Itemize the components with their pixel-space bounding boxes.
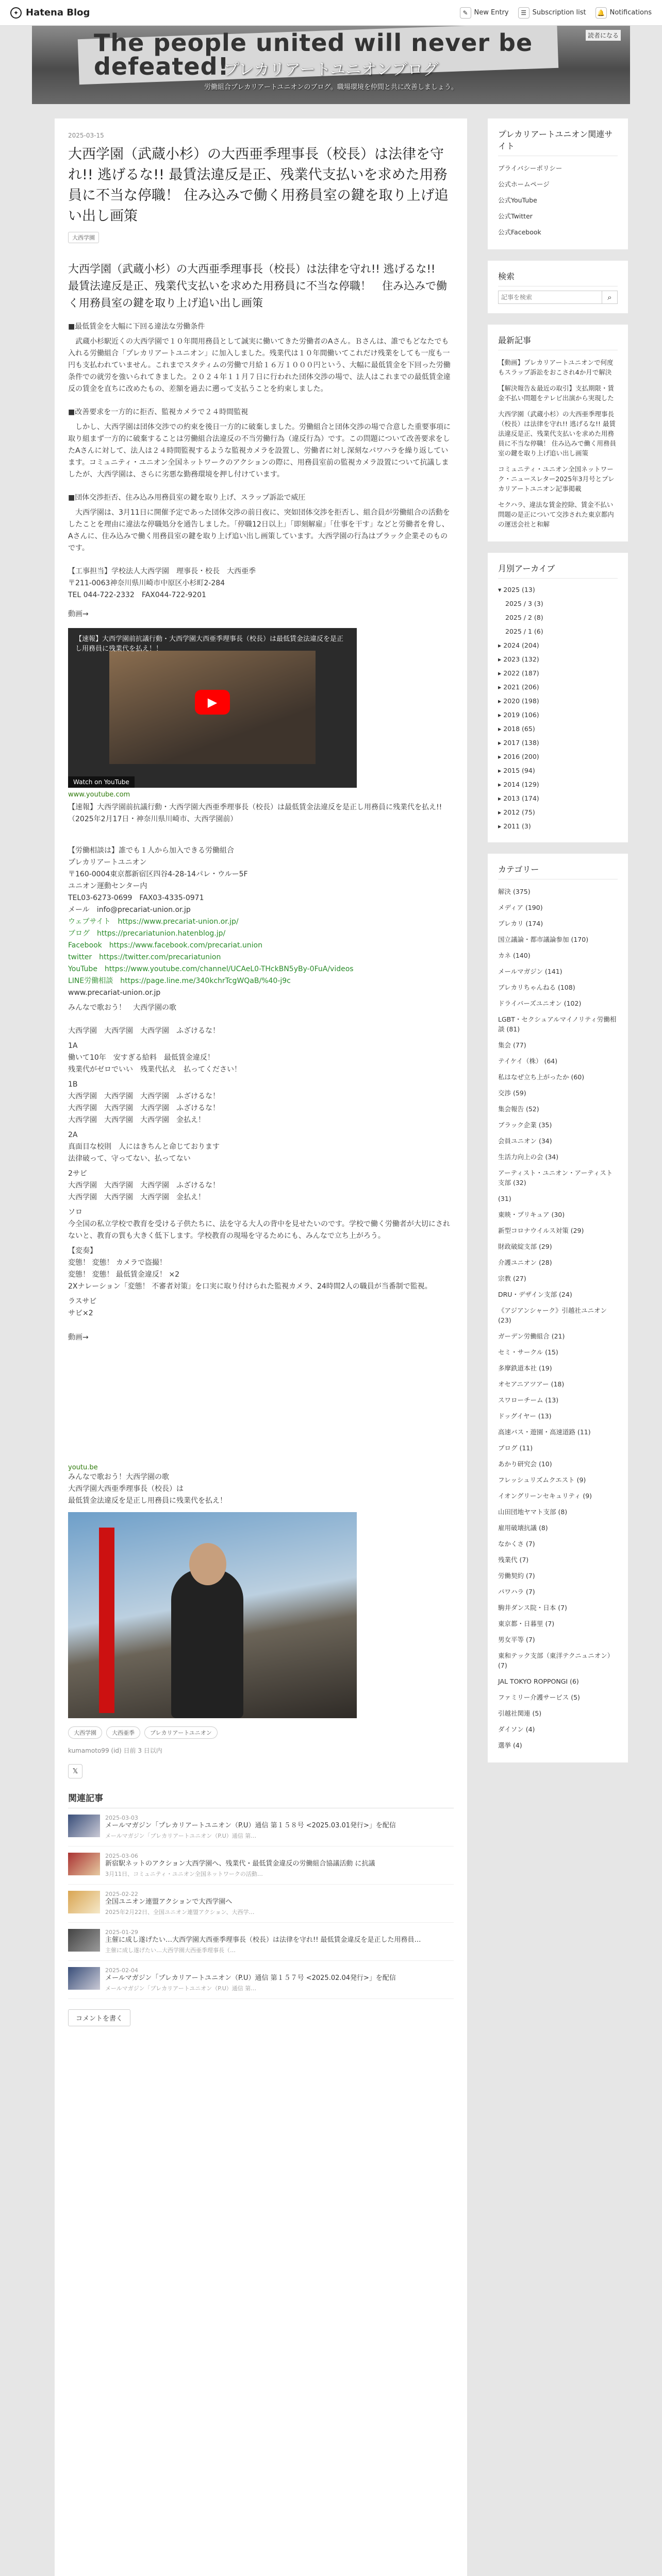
contact-line: TEL03-6273-0699 FAX03-4335-0971 (68, 894, 204, 902)
song-line: 大西学園 大西学園 大西学園 ふざけるな！ (68, 1181, 220, 1190)
song-line: ソロ (68, 1208, 82, 1216)
watch-on-youtube[interactable]: Watch on YouTube (68, 776, 135, 788)
category-link[interactable]: 《アジアンシャーク》引越社ユニオン (23) (498, 1307, 607, 1324)
related-excerpt: 主催に成し遂げたい…大西学園大西亜季理事長（… (105, 1947, 236, 1954)
category-link[interactable]: 宗教 (27) (498, 1275, 526, 1282)
para: TEL 044-722-2332 FAX044-722-9201 (68, 591, 206, 599)
module-title: プレカリアートユニオン関連サイト (498, 128, 618, 156)
related-thumbnail (68, 1967, 100, 1990)
links-module (488, 118, 628, 249)
archive-link[interactable]: ▸ 2014 (129) (498, 781, 539, 788)
contact-line: ユニオン運動センター内 (68, 882, 147, 890)
category-link[interactable]: JAL TOKYO ROPPONGI (6) (498, 1677, 579, 1685)
sidebar-link[interactable]: プライバシーポリシー (498, 164, 562, 172)
para: しかし、大西学園は団体交渉での約束を後日一方的に破棄しました。労働組合と団体交渉の場で合意した重要事項に取り組まず一方的に破棄することは労働組合法違反の不当労働行為（違反行為）です。この問題について改善要求をしたAさんに対して、法人は２４時間監視するような監視カメラを設置し、労働者に対し深刻なパワハラを繰り返しています。コミュニティ・ユニオン全国ネットワークのアクションの際に、用務員室前の監視カメラ設置について抗議しましたが、大西学園は、さらに劣悪な勤務環境を押し付けています。 (68, 423, 451, 479)
contact-line[interactable]: twitter https://twitter.com/precariatunion (68, 953, 221, 961)
related-thumbnail (68, 1815, 100, 1837)
archive-link[interactable]: ▾ 2025 (13) (498, 586, 535, 594)
para: 武蔵小杉駅近くの大西学園で１０年間用務員として誠実に働いてきた労働者のAさん。Ｂさんは、誰でもどなたでも入れる労働組合「プレカリアートユニオン」に加入しました。残業代は１０年間働いてこれだけ残業をしても一度も一円も支払われていません。これまでスタティムの労働で月給１６万１０００円という、大幅に最低賃金を下回った労働条件での就労を強いられてきました。２０２４年１１月７日に行われた団体交渉の場で、法人はこれまでの最低賃金違反の賃金を直ちに改めたもの、差額を過去に遡って支払うことを約束しました。 (68, 337, 451, 393)
contact-line[interactable]: ウェブサイト https://www.precariat-union.or.jp/ (68, 918, 239, 926)
contact-line: www.precariat-union.or.jp (68, 989, 161, 997)
song-line: 残業代がゼロでいい 残業代払え 払ってください！ (68, 1065, 241, 1074)
song-line: 【変奏】 (68, 1247, 97, 1255)
category-link[interactable]: 新型コロナウイルス対策 (29) (498, 1227, 584, 1234)
para: ■団体交渉拒否、住み込み用務員室の鍵を取り上げ、スラップ訴訟で威圧 (68, 494, 306, 502)
sidebar (488, 118, 628, 1774)
category-link[interactable]: イオングリーンセキュリティ (9) (498, 1492, 592, 1500)
archive-module (488, 553, 628, 842)
archive-link[interactable]: ▸ 2020 (198) (498, 697, 539, 705)
protest-photo (68, 1512, 357, 1718)
short-line: みんなで歌おう！大西学園の歌 (68, 1473, 169, 1481)
related-excerpt: メールマガジン「プレカリアートユニオン（P.U）通信 第… (105, 1833, 257, 1839)
contact-line[interactable]: メール info@precariat-union.or.jp (68, 906, 191, 914)
contact-line: みんなで歌おう！ 大西学園の歌 (68, 1004, 176, 1012)
contact-line[interactable]: Facebook https://www.facebook.com/precariat.union (68, 941, 262, 950)
sidebar-link[interactable]: 公式Facebook (498, 228, 541, 236)
category-link[interactable]: ドッグイヤー (13) (498, 1412, 552, 1420)
category-link[interactable]: あかり研究会 (10) (498, 1460, 552, 1468)
contact-line[interactable]: LINE労働相談 https://page.line.me/340kchrTcgWQaB/%40-j9c (68, 977, 291, 985)
video-caption: 【速報】大西学園前抗議行動・大西学園大西亜季理事長（校長）は最低賃金法違反を是正し用務員に残業代を払え!! （2025年2月17日・神奈川県川崎市、大西学園前） (68, 803, 442, 823)
category-module (488, 854, 628, 1762)
category-link[interactable]: カネ (140) (498, 952, 531, 959)
tag-item[interactable]: プレカリアートユニオン (144, 1726, 218, 1739)
recent-link[interactable]: 大西学園（武蔵小杉）の大西亜季理事長（校長）は法律を守れ!! 逃げるな!! 最賃法違反是正、残業代支払いを求めた用務員に不当な停職！ 住み込みで働く用務員室の鍵を取り上げ追い出し画策 (498, 410, 616, 457)
youtube-link[interactable]: www.youtube.com (68, 791, 130, 799)
song-line: 2Xナレーション「変態！ 不審者対策」を口実に取り付けられた監視カメラ、24時間2人の職員が当番制で監視。 (68, 1282, 432, 1291)
archive-link[interactable]: ▸ 2015 (94) (498, 767, 535, 774)
archive-link[interactable]: ▸ 2012 (75) (498, 808, 535, 816)
archive-link[interactable]: ▸ 2016 (200) (498, 753, 539, 760)
category-link[interactable]: ブラック企業 (35) (498, 1121, 552, 1129)
search-module (488, 261, 628, 313)
song-line: 変態！ 変態！ カメラで盗撮！ (68, 1259, 167, 1267)
related-item[interactable] (68, 1923, 454, 1961)
song-line: 大西学園 大西学園 大西学園 ふざけるな！ (68, 1092, 220, 1100)
archive-link[interactable]: ▸ 2011 (3) (498, 822, 531, 830)
blog-description: 労働組合プレカリアートユニオンのブログ。職場環境を仲間と共に改善しましょう。 (204, 83, 458, 91)
related-item[interactable] (68, 1885, 454, 1923)
red-flag (99, 1528, 114, 1713)
contact-line: プレカリアートユニオン (68, 858, 147, 867)
article-date[interactable]: 2025-03-15 (68, 132, 104, 139)
related-date: 2025-02-22 (105, 1891, 138, 1897)
category-link[interactable]: オセアニアツアー (18) (498, 1380, 565, 1388)
short-line: 大西学園大西亜季理事長（校長）は (68, 1485, 184, 1493)
pencil-icon: ✎ (460, 7, 471, 19)
tag-item[interactable]: 大西亜季 (106, 1726, 140, 1739)
category-link[interactable]: スワローチーム (13) (498, 1396, 559, 1404)
category-link[interactable]: セミ・サークル (15) (498, 1348, 558, 1356)
category-link[interactable]: 労働契約 (7) (498, 1572, 535, 1580)
category-link[interactable]: DRU・デザイン支部 (24) (498, 1291, 572, 1298)
category-link[interactable]: 国立議論・都市議論参加 (170) (498, 936, 589, 943)
article-title[interactable]: 大西学園（武蔵小杉）の大西亜季理事長（校長）は法律を守れ!! 逃げるな!! 最賃法違反是正、残業代支払いを求めた用務員に不当な停職！ 住み込みで働く用務員室の鍵を取り上げ追い出し画策 (68, 146, 449, 224)
contact-line[interactable]: ブログ https://precariatunion.hatenblog.jp/ (68, 929, 226, 938)
category-link[interactable]: 交渉 (59) (498, 1089, 526, 1097)
sidebar-link[interactable]: 公式YouTube (498, 196, 537, 204)
notifications-button[interactable]: 🔔 Notifications (595, 7, 652, 19)
category-link[interactable]: 東和テック支部（東洋テクニュニオン） (7) (498, 1652, 614, 1669)
category-link[interactable]: アーティスト・ユニオン・アーティスト支部 (32) (498, 1169, 613, 1187)
song-line: 1B (68, 1080, 78, 1089)
recent-link[interactable]: セクハラ、違法な賃金控除、賃金不払い問題の是正について交渉された東京都内の運送会社と和解 (498, 501, 614, 528)
play-icon[interactable]: ▶ (195, 690, 230, 715)
module-title: 検索 (498, 270, 618, 286)
category-link[interactable]: ブレカリちゃんねる (108) (498, 984, 575, 991)
archive-link[interactable]: ▸ 2017 (138) (498, 739, 539, 747)
category-link[interactable]: 財政破綻支部 (29) (498, 1243, 552, 1250)
contact-line[interactable]: YouTube https://www.youtube.com/channel/UCAeL0-THckBN5yBy-0FuA/videos (68, 965, 354, 973)
song-line: 法律破って、守ってない、払ってない (68, 1155, 191, 1163)
archive-link[interactable]: ▸ 2022 (187) (498, 669, 539, 677)
related-item[interactable] (68, 1808, 454, 1846)
article-lead: 大西学園（武蔵小杉）の大西亜季理事長（校長）は法律を守れ!! 逃げるな!! 最賃法違反是正、残業代支払いを求めた用務員に不当な停職！ 住み込みで働く用務員室の鍵を取り上げ追い出し画策 (68, 263, 447, 309)
related-articles (68, 1791, 454, 1999)
category-link[interactable]: 集会 (77) (498, 1041, 526, 1049)
x-share-icon[interactable]: 𝕏 (68, 1764, 82, 1778)
new-entry-button[interactable]: ✎ New Entry (460, 7, 509, 19)
category-link[interactable]: プレカリ (174) (498, 920, 543, 927)
related-date: 2025-03-03 (105, 1815, 138, 1821)
related-date: 2025-02-04 (105, 1967, 138, 1974)
para: ■最低賃金を大幅に下回る違法な労働条件 (68, 323, 205, 331)
category-link[interactable]: LGBT・セクシュアルマイノリティ労働相談 (81) (498, 1015, 617, 1033)
category-link[interactable]: ダイソン (4) (498, 1725, 535, 1733)
module-title: 月別アーカイブ (498, 562, 618, 579)
song-line: 今全国の私立学校で教育を受ける子供たちに、法を守る大人の背中を見せたいのです。学校で働く労働者が大切にされないと、教育の質も大きく低下します。学校教育の現場を守るためにも、みんなで立ち上がろう。 (68, 1220, 450, 1240)
related-excerpt: 3月11日、コミュニティ・ユニオン全国ネットワークの活動… (105, 1871, 263, 1877)
search-form (498, 291, 618, 304)
bell-icon: 🔔 (595, 7, 607, 19)
video-link[interactable]: 動画→ (68, 610, 89, 618)
song-line: 2A (68, 1131, 78, 1139)
song-line: ラスサビ (68, 1297, 97, 1306)
related-link[interactable]: メールマガジン「プレカリアートユニオン（P.U）通信 第１５８号 <2025.03.01発行>」を配信 (105, 1822, 396, 1829)
related-thumbnail (68, 1853, 100, 1875)
module-title: カテゴリー (498, 863, 618, 879)
short-youtube-link[interactable]: youtu.be (68, 1464, 98, 1471)
category-link[interactable]: 多摩鉄道本社 (19) (498, 1364, 552, 1372)
hatena-logo[interactable] (10, 7, 90, 19)
recent-link[interactable]: 【動画】プレカリアートユニオンで何度もスラップ訴訟をおこされ4か月で解決 (498, 359, 614, 376)
category-link[interactable]: 選挙 (4) (498, 1741, 522, 1749)
recent-link[interactable]: 【解決報告＆最近の取引】支払期限・賃金不払い問題をテレビ出演から実現した (498, 384, 615, 402)
category-link[interactable]: フレッシュリズムクエスト (9) (498, 1476, 586, 1484)
archive-link[interactable]: ▸ 2021 (206) (498, 683, 539, 691)
para: ■改善要求を一方的に拒否、監視カメラで２４時間監視 (68, 408, 249, 416)
related-excerpt: 2025年2月22日、全国ユニオン連盟アクション、大西学… (105, 1909, 255, 1916)
category-link[interactable]: 雇用破壊抗議 (8) (498, 1524, 548, 1532)
archive-link[interactable]: ▸ 2023 (132) (498, 655, 539, 663)
category-link[interactable]: テイケイ（株） (64) (498, 1057, 558, 1065)
speaker-figure (171, 1569, 243, 1718)
category-link[interactable]: 山田団地ヤマト支部 (8) (498, 1508, 568, 1516)
subscription-list-button[interactable]: ☰ Subscription list (518, 7, 586, 19)
video-title[interactable]: 【速報】大西学園前抗議行動・大西学園大西亜季理事長（校長）は最低賃金法違反を是正し用務員に残業代を払え！！ (75, 635, 344, 653)
related-thumbnail (68, 1929, 100, 1952)
module-title: 最新記事 (498, 334, 618, 350)
hatena-logo-icon: ✦ (10, 7, 22, 19)
youtube-embed[interactable] (68, 628, 357, 788)
category-link[interactable]: 東映・プリキュア (30) (498, 1211, 565, 1218)
header-slogan: The people united will never be defeated! (94, 29, 533, 80)
article-body (68, 321, 454, 601)
related-date: 2025-03-06 (105, 1853, 138, 1859)
song-line: 大西学園 大西学園 大西学園 金払え！ (68, 1116, 205, 1124)
related-excerpt: メールマガジン「プレカリアートユニオン（P.U）通信 第… (105, 1985, 257, 1992)
subscribe-button[interactable]: 読者になる (586, 30, 621, 41)
top-navbar (0, 0, 662, 26)
speaker-head (189, 1543, 226, 1585)
archive-link[interactable]: ▸ 2018 (65) (498, 725, 535, 733)
list-icon: ☰ (518, 7, 529, 19)
write-comment-button[interactable]: コメントを書く (68, 2009, 130, 2026)
category-link[interactable]: 高速バス・遊園・高速道路 (11) (498, 1428, 591, 1436)
category-link[interactable]: 駒井ダンス院・日本 (7) (498, 1604, 567, 1612)
related-link[interactable]: メールマガジン「プレカリアートユニオン（P.U）通信 第１５７号 <2025.02.04発行>」を配信 (105, 1974, 396, 1982)
contact-line: 【労働相談は】誰でも１人から加入できる労働組合 (68, 846, 234, 855)
tag-list (68, 1726, 454, 1739)
contact-line: 〒160-0004東京都新宿区四谷4-28-14パレ・ウルー5F (68, 870, 248, 878)
author-line: kumamoto99 (id) 日前 3 日以内 (68, 1747, 162, 1754)
category-link[interactable]: ファミリー介護サービス (5) (498, 1693, 580, 1701)
short-line: 最低賃金法違反を是正し用務員に残業代を払え！ (68, 1497, 227, 1505)
blog-title[interactable]: プレカリアートユニオンブログ (223, 61, 439, 79)
archive-link[interactable]: 2025 / 2 (8) (505, 614, 543, 621)
para: 〒211-0063神奈川県川崎市中原区小杉町2-284 (68, 579, 225, 587)
category-link[interactable]: ドライバーズユニオン (102) (498, 999, 582, 1007)
song-line: サビ×2 (68, 1309, 93, 1317)
sidebar-link[interactable]: 公式ホームページ (498, 180, 550, 188)
category-badge[interactable]: 大西学園 (68, 232, 99, 243)
category-link[interactable]: パワハラ (7) (498, 1588, 535, 1596)
blog-header (32, 26, 630, 104)
para: 大西学園は、3月11日に開催予定であった団体交渉の前日夜に、突如団体交渉を拒否し、組合員が労働組合の活動をしたことを理由に違法な停職処分を通告しました。「停職12日以上」「即刻解雇」「仕事を干す」などと労働者を脅し、Aさんに、住み込みで働く用務員室の鍵を取り上げ追い出し画策しています。大西学園の行為はブラック企業そのものです。 (68, 509, 450, 552)
category-link[interactable]: ガーデン労働組合 (21) (498, 1332, 565, 1340)
archive-link[interactable]: 2025 / 3 (3) (505, 600, 543, 607)
category-link[interactable]: ブログ (11) (498, 1444, 533, 1452)
archive-link[interactable]: ▸ 2013 (174) (498, 794, 539, 802)
para: 【工事担当】学校法人大西学園 理事長・校長 大西亜季 (68, 567, 256, 575)
category-link[interactable]: なかくさ (7) (498, 1540, 535, 1548)
recent-link[interactable]: コミュニティ・ユニオン全国ネットワーク・ニュースレター2025年3月号とプレカリアートユニオン記事掲載 (498, 465, 615, 493)
related-item[interactable] (68, 1846, 454, 1885)
song-line: 働いて10年 安すぎる給料 最低賃金違反！ (68, 1054, 214, 1062)
search-icon[interactable]: ⌕ (602, 291, 617, 303)
archive-link[interactable]: ▸ 2024 (204) (498, 641, 539, 649)
category-link[interactable]: 引越社関連 (5) (498, 1709, 542, 1717)
archive-link[interactable]: 2025 / 1 (6) (505, 628, 543, 635)
category-link[interactable]: (31) (498, 1195, 511, 1202)
recent-module (488, 325, 628, 541)
song-line: 大西学園 大西学園 大西学園 金払え！ (68, 1193, 205, 1201)
category-link[interactable]: 私はなぜ立ち上がったか (60) (498, 1073, 585, 1081)
category-link[interactable]: 介護ユニオン (28) (498, 1259, 552, 1266)
song-line: 変態！ 変態！ 最低賃金違反！ ×2 (68, 1270, 179, 1279)
category-link[interactable]: 東京都・日暮里 (7) (498, 1620, 555, 1628)
video-link-2[interactable]: 動画→ (68, 1333, 89, 1342)
category-link[interactable]: 生活力向上の会 (34) (498, 1153, 559, 1161)
related-link[interactable]: 全国ユニオン連盟アクションで大西学園へ (105, 1898, 233, 1906)
song-line: 真面目な校則 人にはきちんと命じております (68, 1143, 220, 1151)
related-link[interactable]: 主催に成し遂げたい…大西学園大西亜季理事長（校長）は法律を守れ!! 最低賃金違反を是正した用務員… (105, 1936, 421, 1944)
related-item[interactable] (68, 1961, 454, 1999)
category-link[interactable]: 男女平等 (7) (498, 1636, 535, 1643)
related-title: 関連記事 (68, 1791, 454, 1808)
article-main (55, 118, 467, 2576)
category-link[interactable]: メディア (190) (498, 904, 543, 911)
song-line: 大西学園 大西学園 大西学園 ふざけるな！ (68, 1027, 220, 1035)
related-thumbnail (68, 1891, 100, 1913)
category-link[interactable]: 会員ユニオン (34) (498, 1137, 552, 1145)
related-date: 2025-01-29 (105, 1929, 138, 1936)
share-buttons (68, 1764, 454, 1778)
sidebar-link[interactable]: 公式Twitter (498, 212, 533, 220)
song-line: 大西学園 大西学園 大西学園 ふざけるな！ (68, 1104, 220, 1112)
category-link[interactable]: 集会報告 (52) (498, 1105, 539, 1113)
logo-text: Hatena Blog (26, 7, 90, 18)
search-input[interactable] (499, 291, 602, 303)
archive-link[interactable]: ▸ 2019 (106) (498, 711, 539, 719)
song-line: 1A (68, 1042, 78, 1050)
category-link[interactable]: 解決 (375) (498, 888, 531, 895)
related-link[interactable]: 新宿駅ネットのアクション大西学園へ、残業代・最低賃金違反の労働組合協議活動 に抗議 (105, 1860, 375, 1868)
tag-item[interactable]: 大西学園 (68, 1726, 102, 1739)
category-link[interactable]: メールマガジン (141) (498, 968, 562, 975)
category-link[interactable]: 残業代 (7) (498, 1556, 529, 1564)
song-line: 2サビ (68, 1170, 87, 1178)
